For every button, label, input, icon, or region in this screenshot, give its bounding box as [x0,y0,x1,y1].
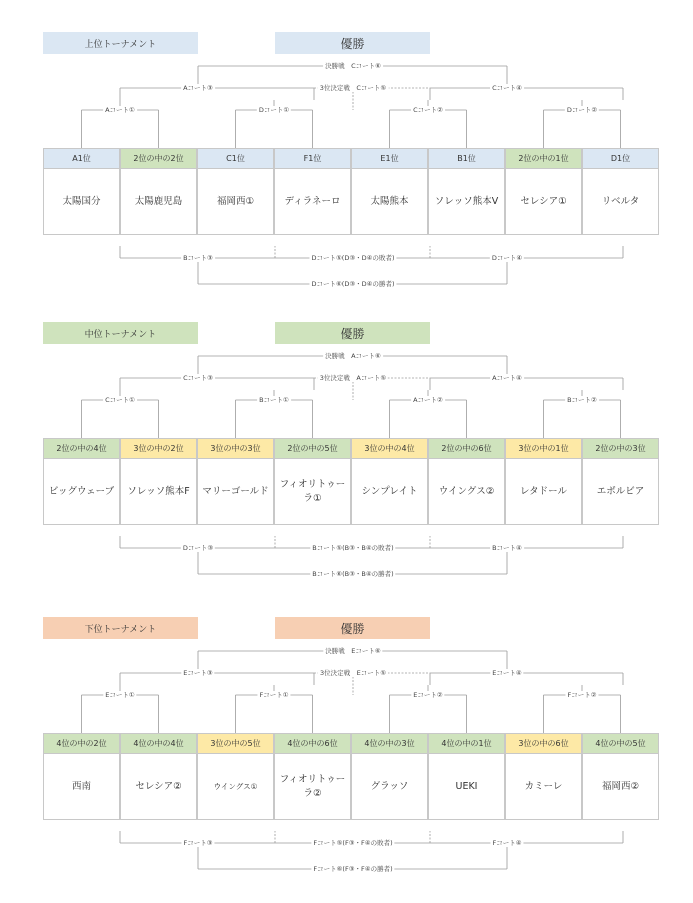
team-name: ウイングス① [213,782,258,791]
team-card [505,733,582,820]
team-card [505,148,582,235]
quarterfinal-label: Cコート② [413,106,443,114]
team-name: カミーレ [524,781,563,792]
semifinal-left-label: Eコート③ [183,669,213,677]
team-name: ウイングス② [438,486,495,497]
team-card [43,733,120,820]
team-card [197,733,274,820]
quarterfinal-label: Aコート② [413,396,443,404]
quarterfinal-label: Dコート① [258,106,290,114]
team-name: UEKI [455,781,478,792]
team-card [428,438,505,525]
third-place-match-label: 3位決定戦 Eコート⑤ [319,669,387,677]
team-rank: 2位の中の3位 [583,439,658,459]
team-name: 太陽鹿児島 [134,196,183,207]
consolation-final-label: Dコート⑥(D③・D④の勝者) [311,280,395,288]
tournament-title: 下位トーナメント [43,617,198,639]
consolation-mid-label: Dコート⑤(D③・D④の敗者) [311,254,395,262]
semifinal-right-label: Eコート④ [492,669,522,677]
quarterfinal-label: Fコート① [259,691,289,699]
team-card [351,148,428,235]
team-name: ビッグウェーブ [48,486,115,497]
final-match-label: 決勝戦 Cコート⑥ [325,62,381,70]
tournament-title: 上位トーナメント [43,32,198,54]
team-card [120,148,197,235]
team-rank: A1位 [44,149,119,169]
consolation-left-label: Dコート③ [182,544,214,552]
consolation-final-label: Bコート⑥(B③・B④の勝者) [312,570,394,578]
consolation-mid-label: Bコート⑤(B③・B④の敗者) [312,544,394,552]
semifinal-left-label: Cコート③ [183,374,213,382]
team-rank: 4位の中の1位 [429,734,504,754]
team-name: フィオリトゥーラ① [279,479,346,504]
team-card [582,148,659,235]
tournament-section [0,290,693,578]
team-card [197,438,274,525]
team-rank: D1位 [583,149,658,169]
consolation-final-label: Fコート⑥(F③・F④の勝者) [313,865,393,873]
team-rank: 3位の中の3位 [198,439,273,459]
semifinal-left-label: Aコート③ [183,84,213,92]
team-card [351,733,428,820]
team-rank: 2位の中の5位 [275,439,350,459]
team-name: セレシア② [135,781,182,792]
team-rank: 3位の中の4位 [352,439,427,459]
semifinal-right-label: Aコート④ [492,374,522,382]
team-rank: 3位の中の2位 [121,439,196,459]
team-card [351,438,428,525]
team-rank: F1位 [275,149,350,169]
team-card [274,438,351,525]
final-match-label: 決勝戦 Aコート⑥ [325,352,381,360]
tournament-section [0,0,693,288]
team-rank: E1位 [352,149,427,169]
consolation-right-label: Bコート④ [492,544,522,552]
quarterfinal-label: Cコート① [105,396,135,404]
team-name: レタドール [520,486,567,497]
team-name: 太陽熊本 [370,196,409,207]
team-rank: 3位の中の5位 [198,734,273,754]
semifinal-right-label: Cコート④ [492,84,522,92]
third-place-match-label: 3位決定戦 Aコート⑤ [319,374,387,382]
team-name: ソレッソ熊本V [434,196,499,207]
team-name: ディラネーロ [284,196,341,207]
consolation-left-label: Fコート③ [183,839,213,847]
team-name: フィオリトゥーラ② [279,774,346,799]
team-rank: 4位の中の5位 [583,734,658,754]
team-rank: B1位 [429,149,504,169]
team-card [120,438,197,525]
team-card [43,148,120,235]
consolation-right-label: Fコート④ [492,839,522,847]
team-name: リベルタ [601,196,640,207]
team-card [274,148,351,235]
team-name: セレシア① [520,196,567,207]
team-name: 太陽国分 [62,196,101,207]
team-card [43,438,120,525]
quarterfinal-label: Aコート① [105,106,135,114]
champion-label: 優勝 [275,322,430,344]
team-card [582,438,659,525]
consolation-right-label: Dコート④ [491,254,523,262]
final-match-label: 決勝戦 Eコート⑥ [325,647,381,655]
quarterfinal-label: Bコート① [259,396,289,404]
champion-label: 優勝 [275,32,430,54]
team-rank: 4位の中の3位 [352,734,427,754]
tournament-title: 中位トーナメント [43,322,198,344]
team-rank: 3位の中の1位 [506,439,581,459]
consolation-left-label: Bコート③ [183,254,213,262]
team-card [428,148,505,235]
champion-label: 優勝 [275,617,430,639]
quarterfinal-label: Eコート① [105,691,135,699]
team-name: マリーゴールド [202,486,269,497]
team-rank: 3位の中の6位 [506,734,581,754]
team-name: ソレッソ熊本F [127,486,190,497]
team-name: エボルビア [596,486,645,497]
team-name: 福岡西① [216,196,255,207]
team-rank: 4位の中の2位 [44,734,119,754]
team-card [582,733,659,820]
team-card [120,733,197,820]
team-rank: 2位の中の6位 [429,439,504,459]
quarterfinal-label: Dコート② [566,106,598,114]
team-rank: 2位の中の4位 [44,439,119,459]
team-rank: 2位の中の1位 [506,149,581,169]
team-rank: C1位 [198,149,273,169]
quarterfinal-label: Fコート② [567,691,597,699]
team-name: グラッソ [370,781,409,792]
quarterfinal-label: Eコート② [413,691,443,699]
consolation-mid-label: Fコート⑤(F③・F④の敗者) [313,839,393,847]
team-card [274,733,351,820]
team-rank: 2位の中の2位 [121,149,196,169]
third-place-match-label: 3位決定戦 Cコート⑤ [319,84,387,92]
team-name: 福岡西② [601,781,640,792]
team-card [197,148,274,235]
team-name: シンプレイト [361,486,418,497]
team-card [505,438,582,525]
tournament-section [0,585,693,873]
team-name: 西南 [71,781,91,792]
team-rank: 4位の中の4位 [121,734,196,754]
quarterfinal-label: Bコート② [567,396,597,404]
team-card [428,733,505,820]
team-rank: 4位の中の6位 [275,734,350,754]
